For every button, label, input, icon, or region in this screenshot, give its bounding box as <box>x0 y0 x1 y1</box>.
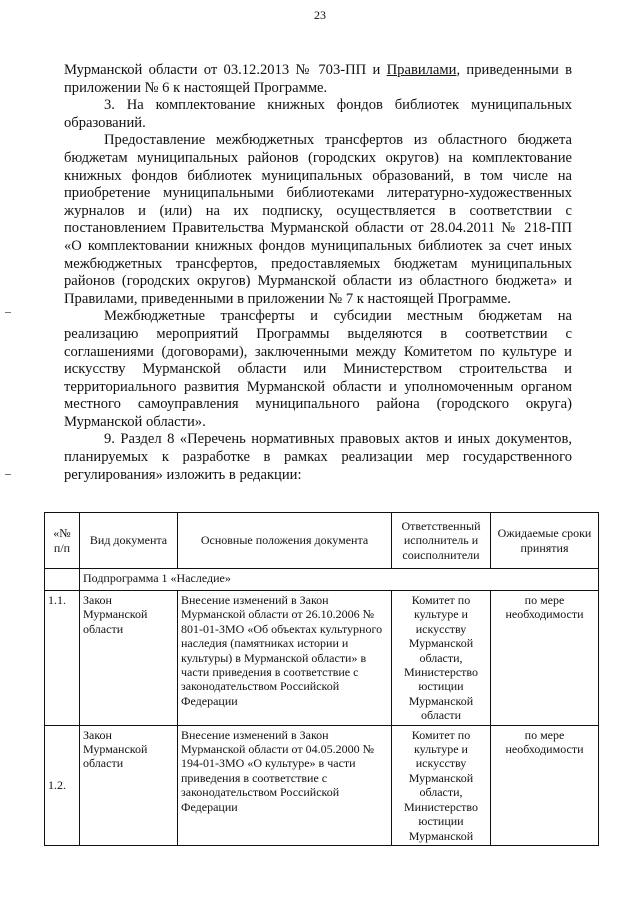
margin-mark <box>5 312 11 313</box>
subprogram-title: Подпрограмма 1 «Наследие» <box>80 569 599 591</box>
table-row <box>45 725 599 845</box>
page-number: 23 <box>314 8 326 22</box>
header-doc-type: Вид документа <box>80 513 178 569</box>
row-provisions: Внесение изменений в Закон Мурманской области от 26.10.2006 № 801-01-ЗМО «Об объектах культурного наследия (памятниках истории и культуры) в Мурманской области» в части приведения в соответствие с законодательством Российской Федерации <box>178 591 392 726</box>
header-num: «№ п/п <box>45 513 80 569</box>
table-row <box>45 591 599 726</box>
row-provisions: Внесение изменений в Закон Мурманской области от 04.05.2000 № 194-01-ЗМО «О культуре» в части приведения в соответствие с законодательством Российской Федерации <box>178 725 392 845</box>
margin-mark <box>5 474 11 475</box>
row-doc-type: Закон Мурманской области <box>80 725 178 845</box>
rules-link[interactable]: Правилами <box>386 62 457 78</box>
row-deadline: по мере необходимости <box>491 725 599 845</box>
row-responsible: Комитет по культуре и искусству Мурманской области, Министерство юстиции Мурманской <box>392 725 491 845</box>
row-doc-type: Закон Мурманской области <box>80 591 178 726</box>
table-header-row <box>45 513 599 569</box>
row-deadline: по мере необходимости <box>491 591 599 726</box>
row-num: 1.1. <box>45 591 80 726</box>
subprogram-row <box>45 569 599 591</box>
paragraph-2: 3. На комплектование книжных фондов библиотек муниципальных образований. <box>64 97 572 131</box>
row-num: 1.2. <box>45 725 80 845</box>
paragraph-4: Межбюджетные трансферты и субсидии местным бюджетам на реализацию мероприятий Программы выделяются в соответствии с соглашениями (договорами), заключенными между Комитетом по культуре и искусству Мурманской области или Министерством строительства и территориального развития Мурманской области и уполномоченным органом местного самоуправления муниципального района (городского округа) Мурманской области». <box>64 308 572 430</box>
paragraph-3: Предоставление межбюджетных трансфертов из областного бюджета бюджетам муниципальных районов (городских округов) на комплектование книжных фондов библиотек муниципальных образований, в том числе на приобретение муниципальными библиотеками литературно-художественных журналов и (или) на их подписку, осуществляется в соответствии с постановлением Правительства Мурманской области от 28.04.2011 № 218-ПП «О комплектовании книжных фондов муниципальных библиотек за счет иных межбюджетных трансфертов, предоставляемых бюджетам муниципальных районов (городских округов) Мурманской области из областного бюджета» и Правилами, приведенными в приложении № 7 к настоящей Программе. <box>64 132 572 307</box>
body-text <box>64 62 572 484</box>
header-responsible: Ответственный исполнитель и соисполнители <box>392 513 491 569</box>
documents-table <box>44 512 599 846</box>
paragraph-1: Мурманской области от 03.12.2013 № 703-ПП и Правилами, приведенными в приложении № 6 к настоящей Программе. <box>64 62 572 96</box>
paragraph-5: 9. Раздел 8 «Перечень нормативных правовых актов и иных документов, планируемых к разработке в рамках реализации мер государственного регулирования» изложить в редакции: <box>64 431 572 483</box>
header-provisions: Основные положения документа <box>178 513 392 569</box>
header-deadline: Ожидаемые сроки принятия <box>491 513 599 569</box>
row-responsible: Комитет по культуре и искусству Мурманской области, Министерство юстиции Мурманской области <box>392 591 491 726</box>
